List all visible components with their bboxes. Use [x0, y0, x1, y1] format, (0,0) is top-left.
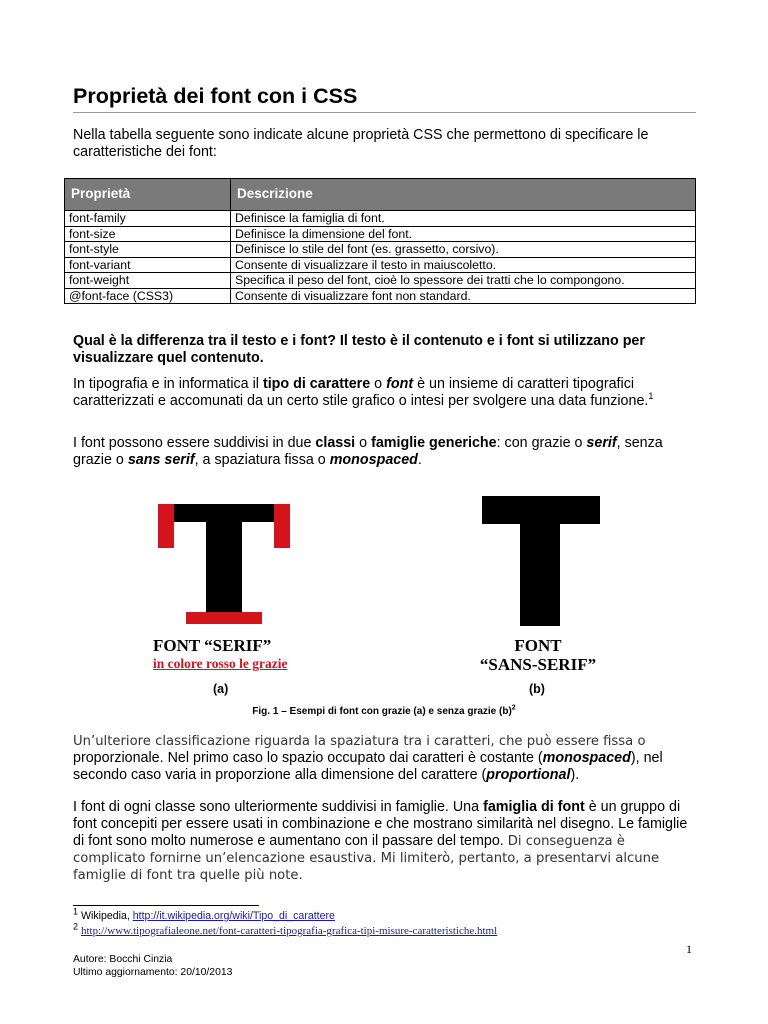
- title-divider: [73, 112, 696, 113]
- bold-italic-proportional: proportional: [486, 767, 571, 783]
- table-row: [65, 242, 696, 258]
- footnote-ref-2[interactable]: 2: [511, 704, 516, 712]
- sans-caption-line1: FONT: [514, 636, 562, 655]
- sans-serif-t-illustration: [478, 494, 604, 630]
- sans-t-stem: [520, 496, 560, 626]
- footnote-label: Wikipedia,: [80, 910, 133, 922]
- description-cell: Consente di visualizzare font non standard.: [231, 288, 696, 304]
- bold-italic-monospaced: monospaced: [542, 750, 631, 766]
- text-run: , senza grazie o: [73, 435, 663, 468]
- sans-caption: [468, 636, 608, 674]
- text-run: proporzionale. Nel primo caso lo spazio occupato dai caratteri è costante (: [73, 750, 543, 766]
- table-row: [65, 226, 696, 242]
- serif-bottom-serif: [186, 612, 262, 624]
- classes-paragraph: [73, 435, 698, 469]
- typeface-paragraph: [73, 376, 698, 410]
- page-title: Proprietà dei font con i CSS: [73, 84, 358, 108]
- footnote-1: [73, 906, 335, 923]
- text-run: ), nel secondo caso varia in proporzione alla dimensione del carattere (: [73, 750, 663, 783]
- serif-right-serif: [274, 504, 290, 548]
- figure-label-b: (b): [529, 682, 545, 696]
- header-description: Descrizione: [231, 179, 696, 211]
- text-run: ).: [570, 767, 580, 783]
- serif-caption: FONT “SERIF”: [153, 636, 272, 655]
- text-run: I font possono essere suddivisi in due: [73, 435, 316, 451]
- text-run: I font di ogni classe sono ulteriormente suddivisi in famiglie. Una: [73, 799, 484, 815]
- text-run: In tipografia e in informatica il: [73, 376, 263, 392]
- footnote-ref-1[interactable]: 1: [648, 391, 654, 402]
- text-run: o: [370, 376, 387, 392]
- bold-term-font-family: famiglia di font: [483, 799, 585, 815]
- bold-term-families: famiglie generiche: [371, 435, 497, 451]
- footer-author: Autore: Bocchi Cinzia: [73, 954, 173, 965]
- question-paragraph: [73, 333, 698, 367]
- text-run: .: [417, 452, 422, 468]
- bold-italic-term-font: font: [386, 376, 414, 392]
- table-header-row: [65, 179, 696, 211]
- sans-caption-line2: “SANS-SERIF”: [479, 655, 597, 674]
- question-text: Qual è la differenza tra il testo e i font? Il testo è il contenuto e i font si utilizzano per visualizzare quel contenuto.: [73, 333, 645, 366]
- intro-paragraph: [73, 127, 698, 161]
- property-cell: font-style: [65, 242, 231, 258]
- page-number: 1: [686, 942, 692, 956]
- description-cell: Definisce lo stile del font (es. grassetto, corsivo).: [231, 242, 696, 258]
- header-property: Proprietà: [65, 179, 231, 211]
- text-run: Un’ulteriore classificazione riguarda la spaziatura tra i caratteri, che può essere fissa o: [73, 734, 646, 749]
- description-cell: Specifica il peso del font, cioè lo spessore dei tratti che lo compongono.: [231, 273, 696, 289]
- serif-subcaption: in colore rosso le grazie: [153, 656, 288, 671]
- figure-label-a: (a): [213, 682, 229, 696]
- tipografialeone-link[interactable]: http://www.tipografialeone.net/font-caratteri-tipografia-grafica-tipi-misure-caratteristiche.html: [80, 925, 498, 937]
- footer-updated: Ultimo aggiornamento: 20/10/2013: [73, 967, 233, 978]
- table-row: [65, 211, 696, 227]
- description-cell: Definisce la dimensione del font.: [231, 226, 696, 242]
- families-paragraph: [73, 799, 698, 884]
- bold-italic-serif: serif: [586, 435, 617, 451]
- text-run: Di conseguenza è complicato fornirne un’elencazione esaustiva. Mi limiterò, pertanto, a presentarvi alcune famiglie di font tra quelle più note.: [73, 834, 660, 883]
- text-run: è un gruppo di font concepiti per essere usati in combinazione e che mostrano similarità nel disegno. Le famiglie di font sono molto numerose e aumentano con il passare del tempo.: [73, 799, 688, 849]
- figure-caption: [0, 706, 768, 717]
- text-run: è un insieme di caratteri tipografici caratterizzati e accomunati da un certo stile grafico o intesi per svolgere una data funzione.: [73, 376, 649, 409]
- footnote-number: 2: [73, 921, 79, 932]
- footnote-number: 1: [73, 906, 79, 917]
- bold-italic-sans-serif: sans serif: [127, 452, 195, 468]
- bold-term-typeface: tipo di carattere: [262, 376, 371, 392]
- footnote-divider: [73, 905, 259, 906]
- property-cell: font-size: [65, 226, 231, 242]
- description-cell: Definisce la famiglia di font.: [231, 211, 696, 227]
- text-run: , a spaziatura fissa o: [194, 452, 330, 468]
- property-cell: font-family: [65, 211, 231, 227]
- serif-t-illustration: [148, 496, 298, 626]
- intro-text: Nella tabella seguente sono indicate alcune proprietà CSS che permettono di specificare le caratteristiche dei font:: [73, 127, 649, 160]
- bold-italic-monospaced: monospaced: [329, 452, 418, 468]
- property-cell: font-variant: [65, 257, 231, 273]
- serif-t-stem: [206, 504, 242, 614]
- text-run: : con grazie o: [496, 435, 587, 451]
- serif-left-serif: [158, 504, 174, 548]
- table-row: [65, 273, 696, 289]
- description-cell: Consente di visualizzare il testo in maiuscoletto.: [231, 257, 696, 273]
- wikipedia-link[interactable]: http://it.wikipedia.org/wiki/Tipo_di_carattere: [132, 910, 335, 922]
- bold-term-classes: classi: [315, 435, 356, 451]
- table-row: [65, 257, 696, 273]
- table-row: [65, 288, 696, 304]
- properties-table: [64, 178, 696, 304]
- text-run: o: [355, 435, 372, 451]
- caption-text: Fig. 1 – Esempi di font con grazie (a) e senza grazie (b): [252, 706, 512, 717]
- footnote-2: [73, 921, 498, 938]
- spacing-paragraph: [73, 733, 698, 784]
- property-cell: font-weight: [65, 273, 231, 289]
- property-cell: @font-face (CSS3): [65, 288, 231, 304]
